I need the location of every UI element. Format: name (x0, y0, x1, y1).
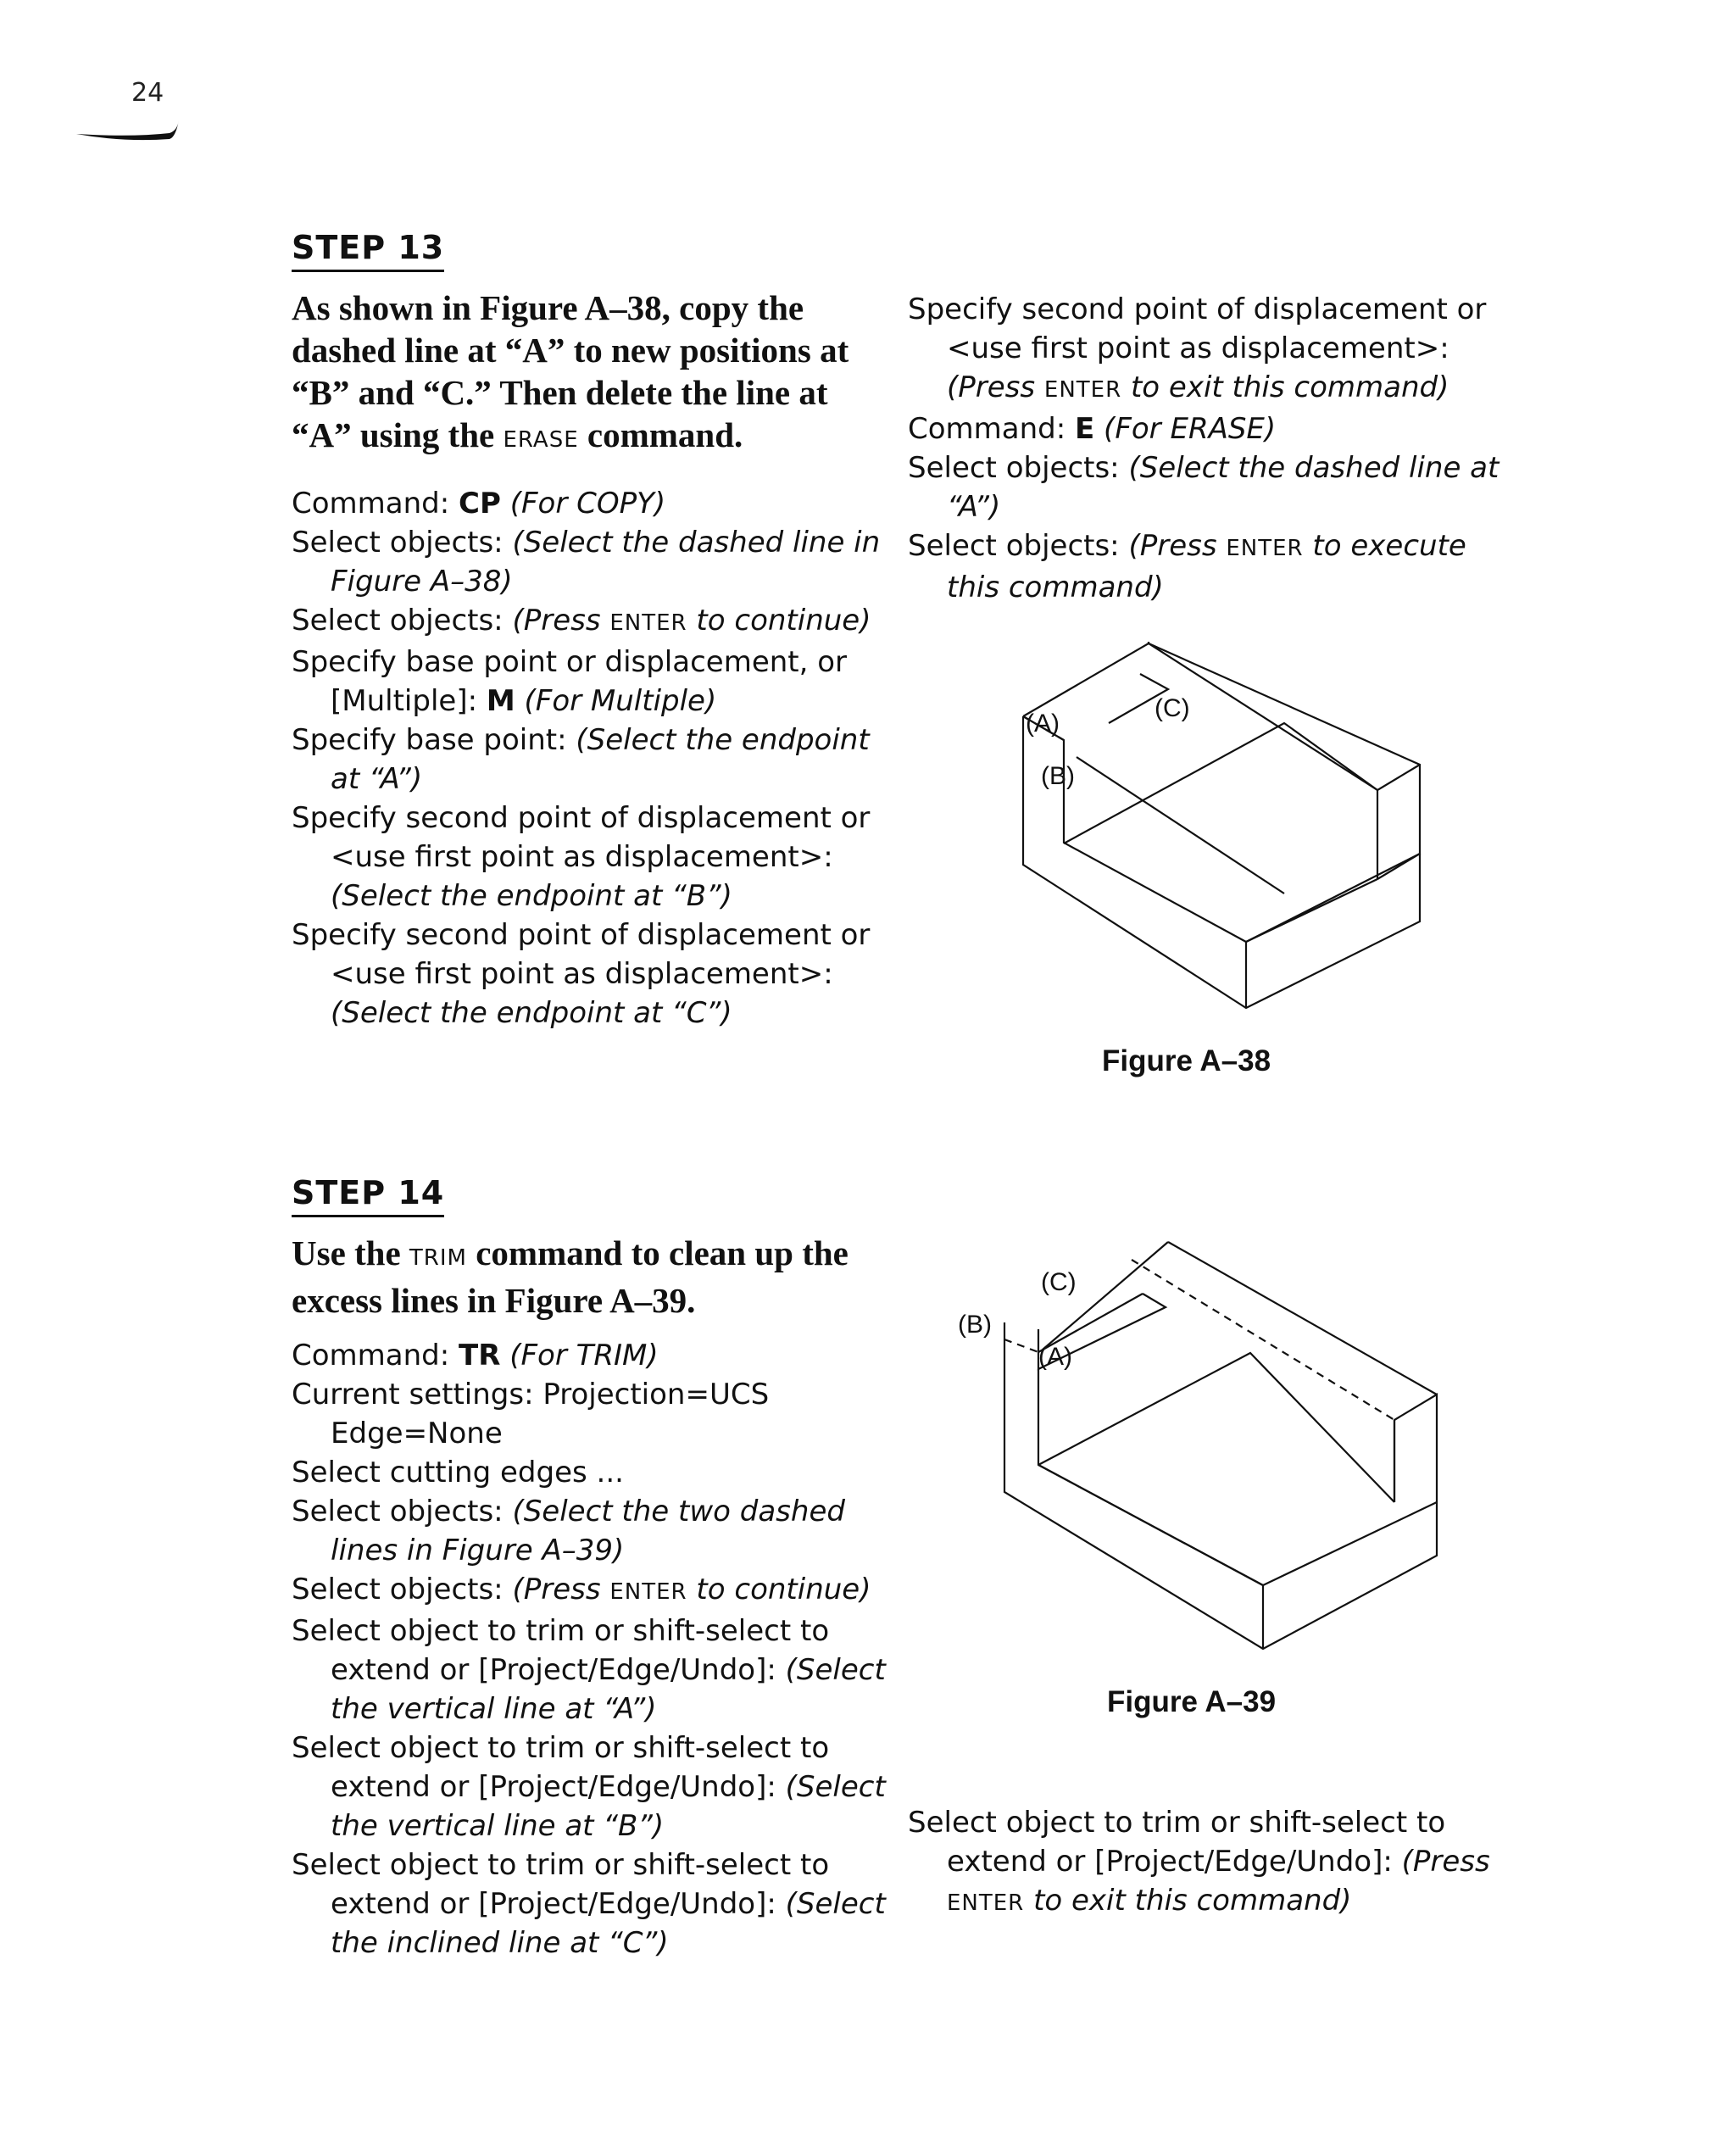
header-swoosh-decoration (72, 119, 182, 144)
step-14-heading: STEP 14 (292, 1174, 444, 1217)
step-13-instruction: As shown in Figure A–38, copy the dashed line at “A” to new positions at “B” and “C.” Then delete the line at “A” using the ERASE command. (292, 288, 849, 454)
step-14-instruction: Use the TRIM command to clean up the excess lines in Figure A–39. (292, 1233, 849, 1320)
step-14-command-sequence-right (908, 1803, 1518, 1923)
command-line: Command: E (For ERASE) (908, 412, 1277, 446)
command-line: Current settings: Projection=UCS Edge=None (292, 1378, 770, 1450)
step-14-command-sequence-left (292, 1336, 902, 1962)
figure-a39-label-a: (A) (1038, 1343, 1072, 1371)
command-line: Select objects: (Select the two dashed lines in Figure A–39) (292, 1495, 845, 1567)
figure-a38-caption: Figure A–38 (1102, 1044, 1271, 1077)
command-line: Select objects: (Press ENTER to continue) (292, 604, 871, 637)
dashed-line-b (1004, 1339, 1038, 1352)
figure-a39-label-b: (B) (958, 1311, 992, 1339)
figure-a38-label-c: (C) (1155, 694, 1190, 722)
command-line: Select objects: (Press ENTER to execute this command) (908, 529, 1466, 604)
command-line: Select objects: (Select the dashed line in Figure A–38) (292, 526, 881, 598)
command-line: Specify second point of displacement or <use first point as displacement>: (Select the endpoint at “B”) (292, 801, 871, 913)
figure-a39-isometric-drawing (949, 1229, 1458, 1662)
figure-a39-caption: Figure A–39 (1107, 1685, 1277, 1718)
figure-a39-label-c: (C) (1041, 1268, 1077, 1296)
command-line: Specify base point: (Select the endpoint at “A”) (292, 723, 870, 796)
command-line: Select cutting edges ... (292, 1456, 624, 1489)
command-line: Select object to trim or shift-select to extend or [Project/Edge/Undo]: (Select the vertical line at “B”) (292, 1731, 886, 1843)
dashed-line-c (1132, 1260, 1394, 1420)
command-line: Select object to trim or shift-select to extend or [Project/Edge/Undo]: (Press ENTER to exit this command) (908, 1806, 1490, 1918)
figure-a38-isometric-drawing (966, 606, 1441, 1030)
command-line: Specify second point of displacement or <use first point as displacement>: (Select the endpoint at “C”) (292, 918, 871, 1030)
command-line: Specify second point of displacement or <use first point as displacement>: (Press ENTER to exit this command) (908, 292, 1487, 404)
step-13-command-sequence-right (908, 290, 1518, 607)
step-13-command-sequence-left (292, 484, 902, 1033)
step-13-heading: STEP 13 (292, 229, 444, 272)
command-line: Select object to trim or shift-select to extend or [Project/Edge/Undo]: (Select the vertical line at “A”) (292, 1614, 886, 1726)
command-line: Select objects: (Select the dashed line at “A”) (908, 451, 1500, 524)
command-line: Select objects: (Press ENTER to continue) (292, 1573, 871, 1606)
figure-a38-label-b: (B) (1041, 762, 1075, 790)
figure-a38-label-a: (A) (1026, 710, 1060, 738)
command-line: Specify base point or displacement, or [Multiple]: M (For Multiple) (292, 645, 848, 718)
page-number: 24 (131, 78, 164, 108)
command-line: Command: CP (For COPY) (292, 487, 666, 521)
command-line: Command: TR (For TRIM) (292, 1339, 659, 1372)
command-line: Select object to trim or shift-select to extend or [Project/Edge/Undo]: (Select the inclined line at “C”) (292, 1848, 886, 1960)
